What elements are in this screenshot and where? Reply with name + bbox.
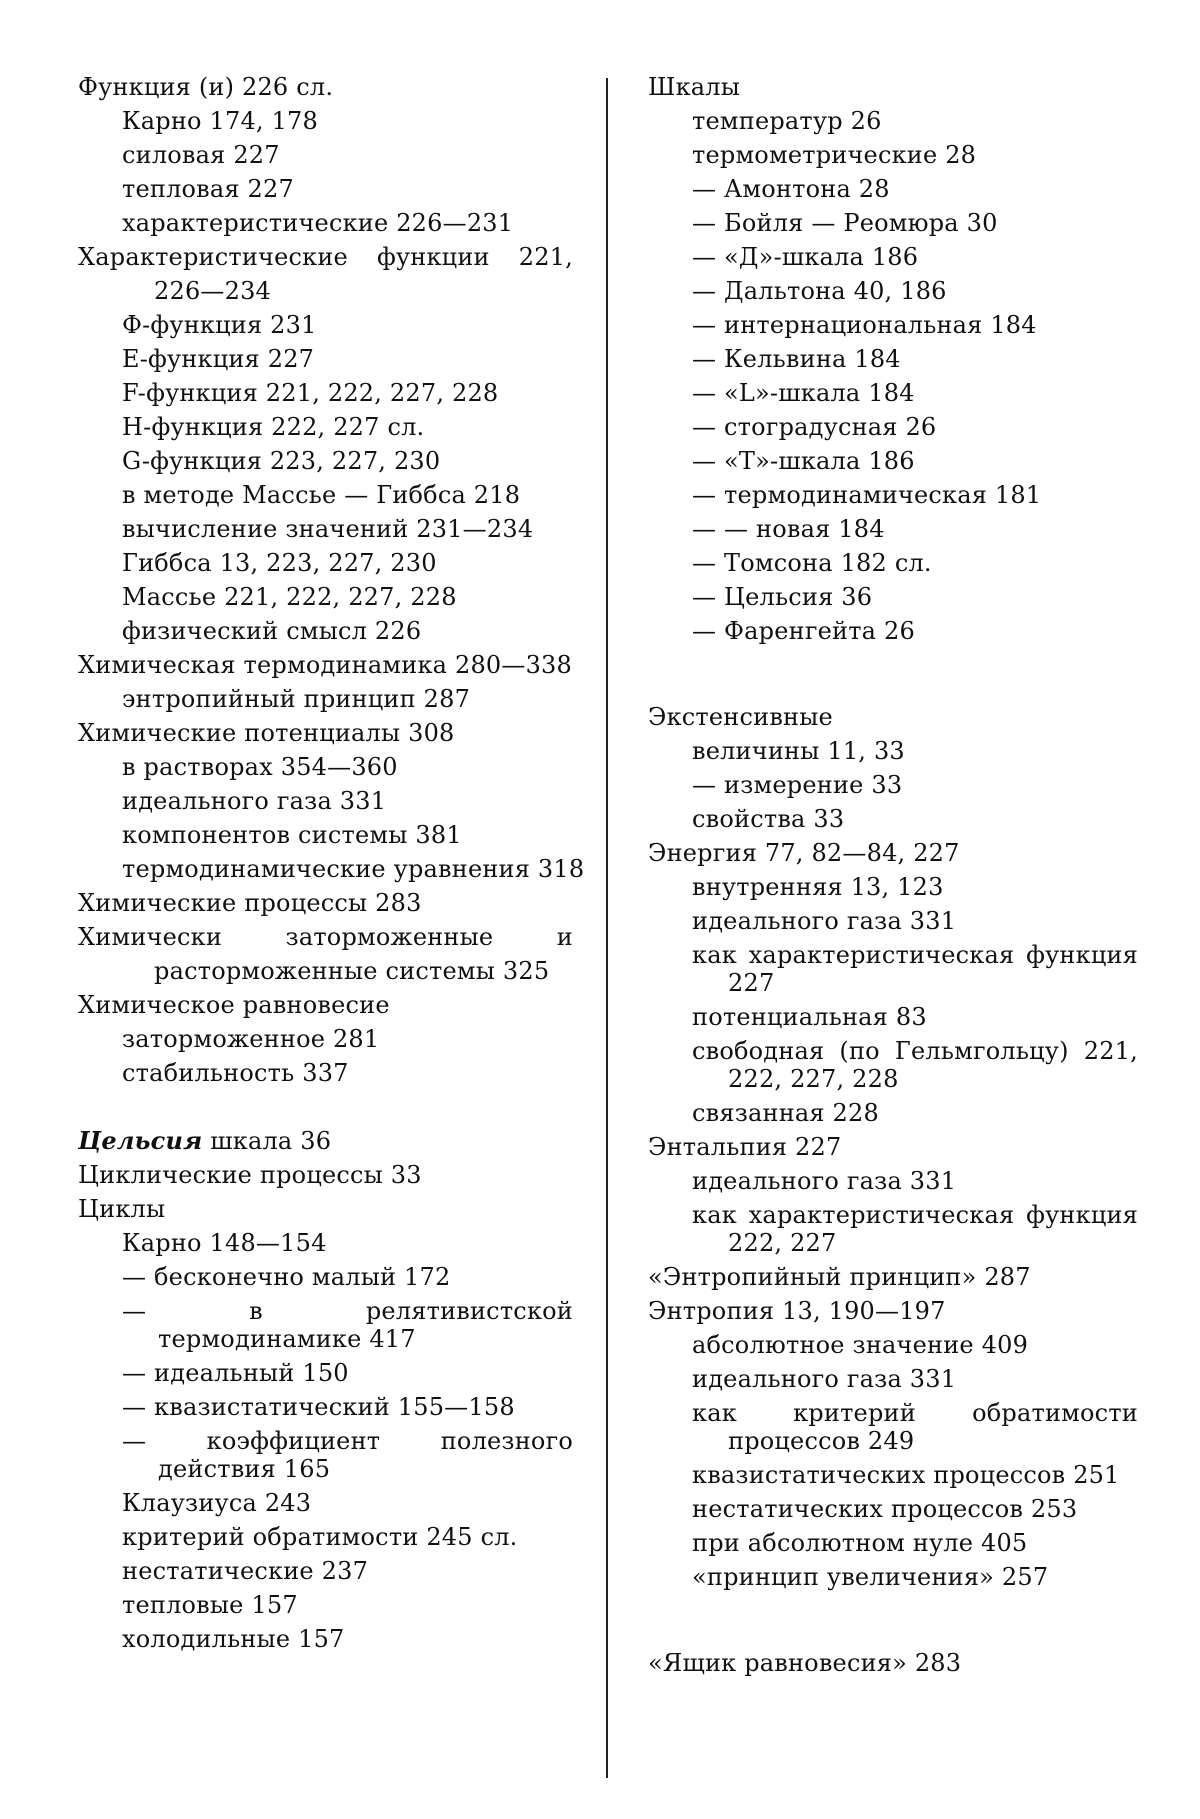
entry-text: абсолютное значение 409 — [692, 1331, 1029, 1359]
entry-text: Энергия 77, 82—84, 227 — [648, 839, 960, 867]
entry-text: термодинамические уравнения 318 — [122, 855, 585, 883]
entry-text: Энтропия 13, 190—197 — [648, 1297, 946, 1325]
entry-text: — — новая 184 — [692, 515, 885, 543]
index-subentry — [648, 768, 1138, 802]
entry-text: G-функция 223, 227, 230 — [122, 447, 441, 475]
index-subentry — [78, 376, 573, 410]
index-subentry — [78, 1294, 573, 1356]
index-subentry — [648, 546, 1138, 580]
entry-text: — бесконечно малый 172 — [122, 1263, 451, 1291]
index-subentry — [78, 478, 573, 512]
entry-text: холодильные 157 — [122, 1625, 345, 1653]
entry-text: свободная (по Гельмгольцу) 221, 222, 227, 228 — [692, 1037, 1138, 1093]
index-entry — [648, 836, 1138, 870]
index-entry — [78, 648, 573, 682]
entry-text: Экстенсивные — [648, 703, 833, 731]
index-column-right — [648, 70, 1138, 1680]
index-entry — [648, 1646, 1138, 1680]
entry-text: Шкалы — [648, 73, 741, 101]
entry-text: стабильность 337 — [122, 1059, 349, 1087]
index-subentry — [78, 1056, 573, 1090]
entry-text: идеального газа 331 — [692, 1167, 957, 1195]
entry-text: «Ящик равновесия» 283 — [648, 1649, 962, 1677]
index-subentry — [78, 852, 585, 886]
entry-text: нестатические 237 — [122, 1557, 369, 1585]
entry-text: Карно 174, 178 — [122, 107, 318, 135]
index-subentry — [648, 938, 1138, 1000]
entry-text: — идеальный 150 — [122, 1359, 349, 1387]
entry-text: — Бойля — Реомюра 30 — [692, 209, 998, 237]
entry-text: — Дальтона 40, 186 — [692, 277, 947, 305]
index-subentry — [648, 870, 1138, 904]
entry-text: идеального газа 331 — [122, 787, 387, 815]
entry-text: F-функция 221, 222, 227, 228 — [122, 379, 499, 407]
entry-text: — измерение 33 — [692, 771, 903, 799]
index-subentry — [648, 172, 1138, 206]
index-subentry — [648, 1000, 1138, 1034]
index-subentry — [648, 240, 1138, 274]
index-subentry — [78, 1260, 573, 1294]
entry-text: физический смысл 226 — [122, 617, 422, 645]
entry-gap — [648, 648, 1138, 700]
entry-text: Химическое равновесие — [78, 991, 390, 1019]
column-divider — [606, 78, 608, 1778]
index-subentry — [78, 1022, 573, 1056]
index-subentry — [648, 1458, 1138, 1492]
index-subentry — [78, 342, 573, 376]
entry-text: «Энтропийный принцип» 287 — [648, 1263, 1031, 1291]
entry-text: как характеристическая функция 222, 227 — [692, 1201, 1138, 1257]
entry-head-italic: Цельсия — [78, 1126, 203, 1155]
entry-text: внутренняя 13, 123 — [692, 873, 944, 901]
index-subentry — [648, 376, 1138, 410]
entry-text: как критерий обратимости процессов 249 — [692, 1399, 1138, 1455]
entry-text: силовая 227 — [122, 141, 280, 169]
index-subentry — [78, 172, 573, 206]
index-entry — [78, 886, 573, 920]
index-subentry — [78, 512, 573, 546]
entry-text: — Цельсия 36 — [692, 583, 873, 611]
entry-text: в методе Массье — Гиббса 218 — [122, 481, 521, 509]
entry-text: — Томсона 182 сл. — [692, 549, 932, 577]
index-subentry — [648, 342, 1138, 376]
entry-text: температур 26 — [692, 107, 882, 135]
entry-text: Циклы — [78, 1195, 166, 1223]
index-entry — [78, 240, 573, 308]
entry-text: компонентов системы 381 — [122, 821, 462, 849]
index-entry — [78, 1192, 573, 1226]
index-subentry — [648, 1560, 1138, 1594]
entry-text: — интернациональная 184 — [692, 311, 1037, 339]
index-subentry — [648, 410, 1138, 444]
index-subentry — [78, 1226, 573, 1260]
index-entry — [78, 920, 573, 988]
entry-text: термометрические 28 — [692, 141, 977, 169]
entry-text: — в релятивистской термодинамике 417 — [122, 1297, 573, 1353]
entry-text: Е-функция 227 — [122, 345, 315, 373]
entry-text: Химически заторможенные и расторможенные системы 325 — [78, 923, 573, 985]
entry-text: тепловые 157 — [122, 1591, 298, 1619]
entry-text: Гиббса 13, 223, 227, 230 — [122, 549, 437, 577]
index-subentry — [78, 138, 573, 172]
index-subentry — [648, 904, 1138, 938]
entry-text: как характеристическая функция 227 — [692, 941, 1138, 997]
entry-text: Химические процессы 283 — [78, 889, 422, 917]
entry-text: Массье 221, 222, 227, 228 — [122, 583, 457, 611]
entry-text: — стоградусная 26 — [692, 413, 937, 441]
index-subentry — [648, 1362, 1138, 1396]
entry-text: Энтальпия 227 — [648, 1133, 842, 1161]
index-subentry — [648, 274, 1138, 308]
entry-text: идеального газа 331 — [692, 907, 957, 935]
index-subentry — [78, 444, 573, 478]
index-entry — [648, 1130, 1138, 1164]
entry-text: Циклические процессы 33 — [78, 1161, 422, 1189]
entry-text: H-функция 222, 227 сл. — [122, 413, 425, 441]
index-subentry — [648, 1396, 1138, 1458]
index-subentry — [78, 410, 573, 444]
entry-text: Химическая термодинамика 280—338 — [78, 651, 572, 679]
entry-text: Карно 148—154 — [122, 1229, 327, 1257]
entry-text: Химические потенциалы 308 — [78, 719, 455, 747]
entry-text: критерий обратимости 245 сл. — [122, 1523, 518, 1551]
index-subentry — [648, 1164, 1138, 1198]
index-subentry — [78, 682, 573, 716]
index-entry — [648, 1294, 1138, 1328]
index-subentry — [78, 784, 573, 818]
index-subentry — [648, 104, 1138, 138]
index-subentry — [648, 1328, 1138, 1362]
entry-text: потенциальная 83 — [692, 1003, 927, 1031]
index-entry — [78, 70, 573, 104]
index-subentry — [648, 478, 1138, 512]
index-subentry — [648, 734, 1138, 768]
entry-text: — «L»-шкала 184 — [692, 379, 915, 407]
entry-text: шкала 36 — [202, 1127, 332, 1155]
index-subentry — [648, 444, 1138, 478]
index-subentry — [648, 1526, 1138, 1560]
entry-text: свойства 33 — [692, 805, 845, 833]
entry-text: связанная 228 — [692, 1099, 879, 1127]
index-entry — [648, 1260, 1138, 1294]
entry-text: Ф-функция 231 — [122, 311, 317, 339]
index-subentry — [78, 1520, 573, 1554]
index-subentry — [78, 1588, 573, 1622]
index-subentry — [648, 802, 1138, 836]
entry-text: нестатических процессов 253 — [692, 1495, 1078, 1523]
index-subentry — [648, 1096, 1138, 1130]
index-subentry — [648, 206, 1138, 240]
index-subentry — [648, 308, 1138, 342]
entry-text: «принцип увеличения» 257 — [692, 1563, 1049, 1591]
index-entry — [78, 1158, 573, 1192]
index-subentry — [648, 138, 1138, 172]
entry-text: в растворах 354—360 — [122, 753, 398, 781]
index-entry — [78, 716, 573, 750]
index-subentry — [78, 1622, 573, 1656]
index-subentry — [78, 580, 573, 614]
index-subentry — [78, 1356, 573, 1390]
index-subentry — [648, 1198, 1138, 1260]
entry-text: — Фаренгейта 26 — [692, 617, 915, 645]
index-subentry — [78, 1486, 573, 1520]
entry-gap — [78, 1090, 573, 1124]
index-subentry — [648, 1492, 1138, 1526]
index-subentry — [78, 104, 573, 138]
index-subentry — [78, 1424, 573, 1486]
entry-text: квазистатических процессов 251 — [692, 1461, 1120, 1489]
entry-text: идеального газа 331 — [692, 1365, 957, 1393]
index-subentry — [78, 818, 573, 852]
index-subentry — [648, 1034, 1138, 1096]
entry-text: энтропийный принцип 287 — [122, 685, 471, 713]
entry-text: — «Д»-шкала 186 — [692, 243, 919, 271]
entry-text: величины 11, 33 — [692, 737, 905, 765]
index-subentry — [78, 614, 573, 648]
index-subentry — [648, 580, 1138, 614]
entry-text: — Кельвина 184 — [692, 345, 901, 373]
index-column-left — [78, 70, 585, 1656]
entry-text: — «Т»-шкала 186 — [692, 447, 915, 475]
index-entry — [78, 1124, 573, 1158]
index-subentry — [78, 206, 573, 240]
entry-text: заторможенное 281 — [122, 1025, 380, 1053]
entry-text: Функция (и) 226 сл. — [78, 73, 334, 101]
index-subentry — [648, 512, 1138, 546]
index-subentry — [78, 546, 573, 580]
entry-text: при абсолютном нуле 405 — [692, 1529, 1028, 1557]
entry-text: — квазистатический 155—158 — [122, 1393, 515, 1421]
entry-text: характеристические 226—231 — [122, 209, 514, 237]
entry-text: Клаузиуса 243 — [122, 1489, 312, 1517]
index-subentry — [78, 1390, 573, 1424]
entry-text: Характеристические функции 221, 226—234 — [78, 243, 573, 305]
index-entry — [648, 70, 1138, 104]
entry-text: — термодинамическая 181 — [692, 481, 1042, 509]
index-entry — [648, 700, 1138, 734]
index-subentry — [78, 1554, 573, 1588]
index-subentry — [648, 614, 1138, 648]
entry-text: тепловая 227 — [122, 175, 294, 203]
index-entry — [78, 988, 573, 1022]
entry-text: — Амонтона 28 — [692, 175, 890, 203]
entry-text: — коэффициент полезного действия 165 — [122, 1427, 573, 1483]
index-subentry — [78, 308, 573, 342]
index-subentry — [78, 750, 573, 784]
entry-text: вычисление значений 231—234 — [122, 515, 534, 543]
entry-gap — [648, 1594, 1138, 1646]
